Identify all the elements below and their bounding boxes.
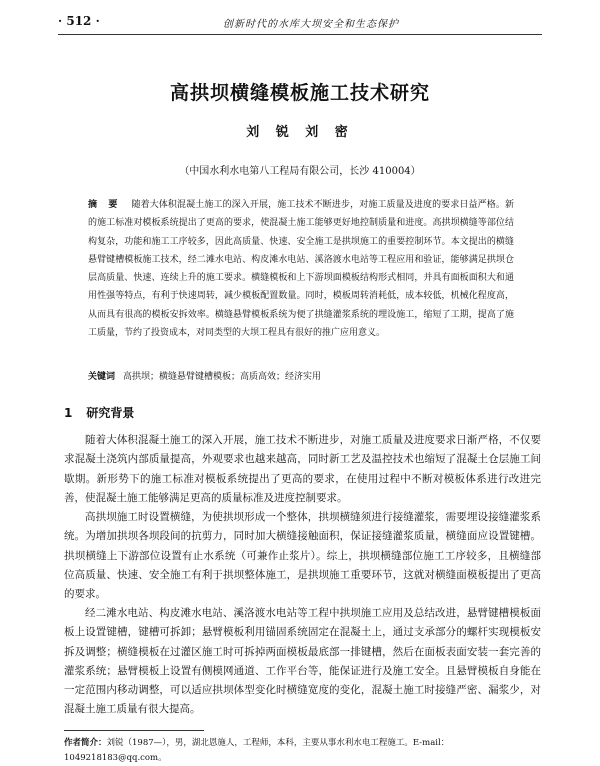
- keywords: [88, 369, 514, 382]
- header-rule: [58, 34, 542, 35]
- author-footnote: [64, 736, 541, 766]
- body-paragraph: 经二滩水电站、构皮滩水电站、溪洛渡水电站等工程中拱坝施工应用及总结改进，悬臂键槽模板面板上设置键槽，键槽可拆卸；悬臂模板利用锚固系统固定在混凝土上，通过支承部分的螺杆实现模板安拆及调整；横缝模板在过灌区施工时可拆掉两面模板最底部一排键槽，然后在面板表面安装一套完善的灌浆系统；悬臂模板上设置有侧模网通道、工作平台等，能保证进行及施工安全。且悬臂模板自身能在一定范围内移动调整，可以适应拱坝体型变化时横缝宽度的变化，混凝土施工时接缝严密、漏浆少，对混凝土施工质量有很大提高。: [64, 607, 541, 716]
- keywords-label: 关键词: [88, 372, 116, 382]
- footnote-text: 刘锐（1987—），男，湖北恩施人，工程师，本科，主要从事水利水电工程施工。E-mail：1049218183@qq.com。: [64, 738, 450, 763]
- paper-title: 高拱坝横缝模板施工技术研究: [169, 82, 430, 104]
- affiliation: （中国水利水电第八工程局有限公司，长沙 410004）: [179, 166, 421, 177]
- abstract-text: 随着大体积混凝土施工的深入开展，施工技术不断进步，对施工质量及进度的要求日益严格。新的施工标准对模板系统提出了更高的要求，使混凝土施工能够更好地控制质量和进度。高拱坝横缝等部位结构复杂，功能和施工工序较多，因此高质量、快速、安全施工是拱坝施工的重要控制环节。本文提出的横缝悬臂键槽模板施工技术，经二滩水电站、构皮滩水电站、溪洛渡水电站等工程应用和验证，能够满足拱坝仓层高质量、快速、连续上升的施工要求。横缝模板和上下游坝面模板结构形式相同，并具有面板面积大和通用性强等特点，有利于快速周转，减少模板配置数量。同时，模板周转消耗低，成本较低，机械化程度高，从而具有很高的模板安拆效率。横缝悬臂模板系统为便了拱缝灌浆系统的埋设施工，缩短了工期，提高了施工质量，节约了投资成本，对同类型的大坝工程具有很好的推广应用意义。: [88, 200, 514, 339]
- abstract: [88, 196, 514, 342]
- page-number: · 512 ·: [58, 14, 100, 28]
- body-paragraph: 高拱坝施工时设置横缝，为使拱坝形成一个整体，拱坝横缝须进行接缝灌浆，需要埋设接缝灌浆系统。为增加拱坝各坝段间的抗剪力，同时加大横缝接触面积，保证接缝灌浆质量，横缝面应设置键槽。拱坝横缝上下游部位设置有止水系统（可兼作止浆片）。综上，拱坝横缝部位施工工序较多，且横缝部位高质量、快速、安全施工有利于拱坝整体施工，是拱坝施工重要环节，这就对横缝面模板提出了更高的要求。: [64, 511, 541, 601]
- section-title: 研究背景: [86, 406, 135, 420]
- abstract-label: 摘 要: [88, 200, 122, 210]
- journal-title: 创新时代的水库大坝安全和生态保护: [223, 19, 399, 30]
- running-header: [58, 12, 542, 34]
- keywords-text: 高拱坝；横缝悬臂键槽模板；高质高效；经济实用: [123, 372, 322, 382]
- author-list: 刘 锐 刘 密: [246, 125, 354, 140]
- section-number: 1: [64, 406, 73, 420]
- footnote-label: 作者简介：: [64, 738, 107, 748]
- footnote-rule: [64, 730, 204, 731]
- section-heading: [64, 404, 134, 421]
- body-paragraph: 随着大体积混凝土施工的深入开展，施工技术不断进步，对施工质量及进度要求日渐严格，不仅要求混凝土浇筑内部质量提高，外观要求也越来越高，同时新工艺及温控技术也缩短了混凝土仓层施工间歇期。新形势下的施工标准对模板系统提出了更高的要求，在使用过程中不断对模板体系进行改进完善，使混凝土施工能够满足更高的质量标准及进度控制要求。: [64, 434, 541, 504]
